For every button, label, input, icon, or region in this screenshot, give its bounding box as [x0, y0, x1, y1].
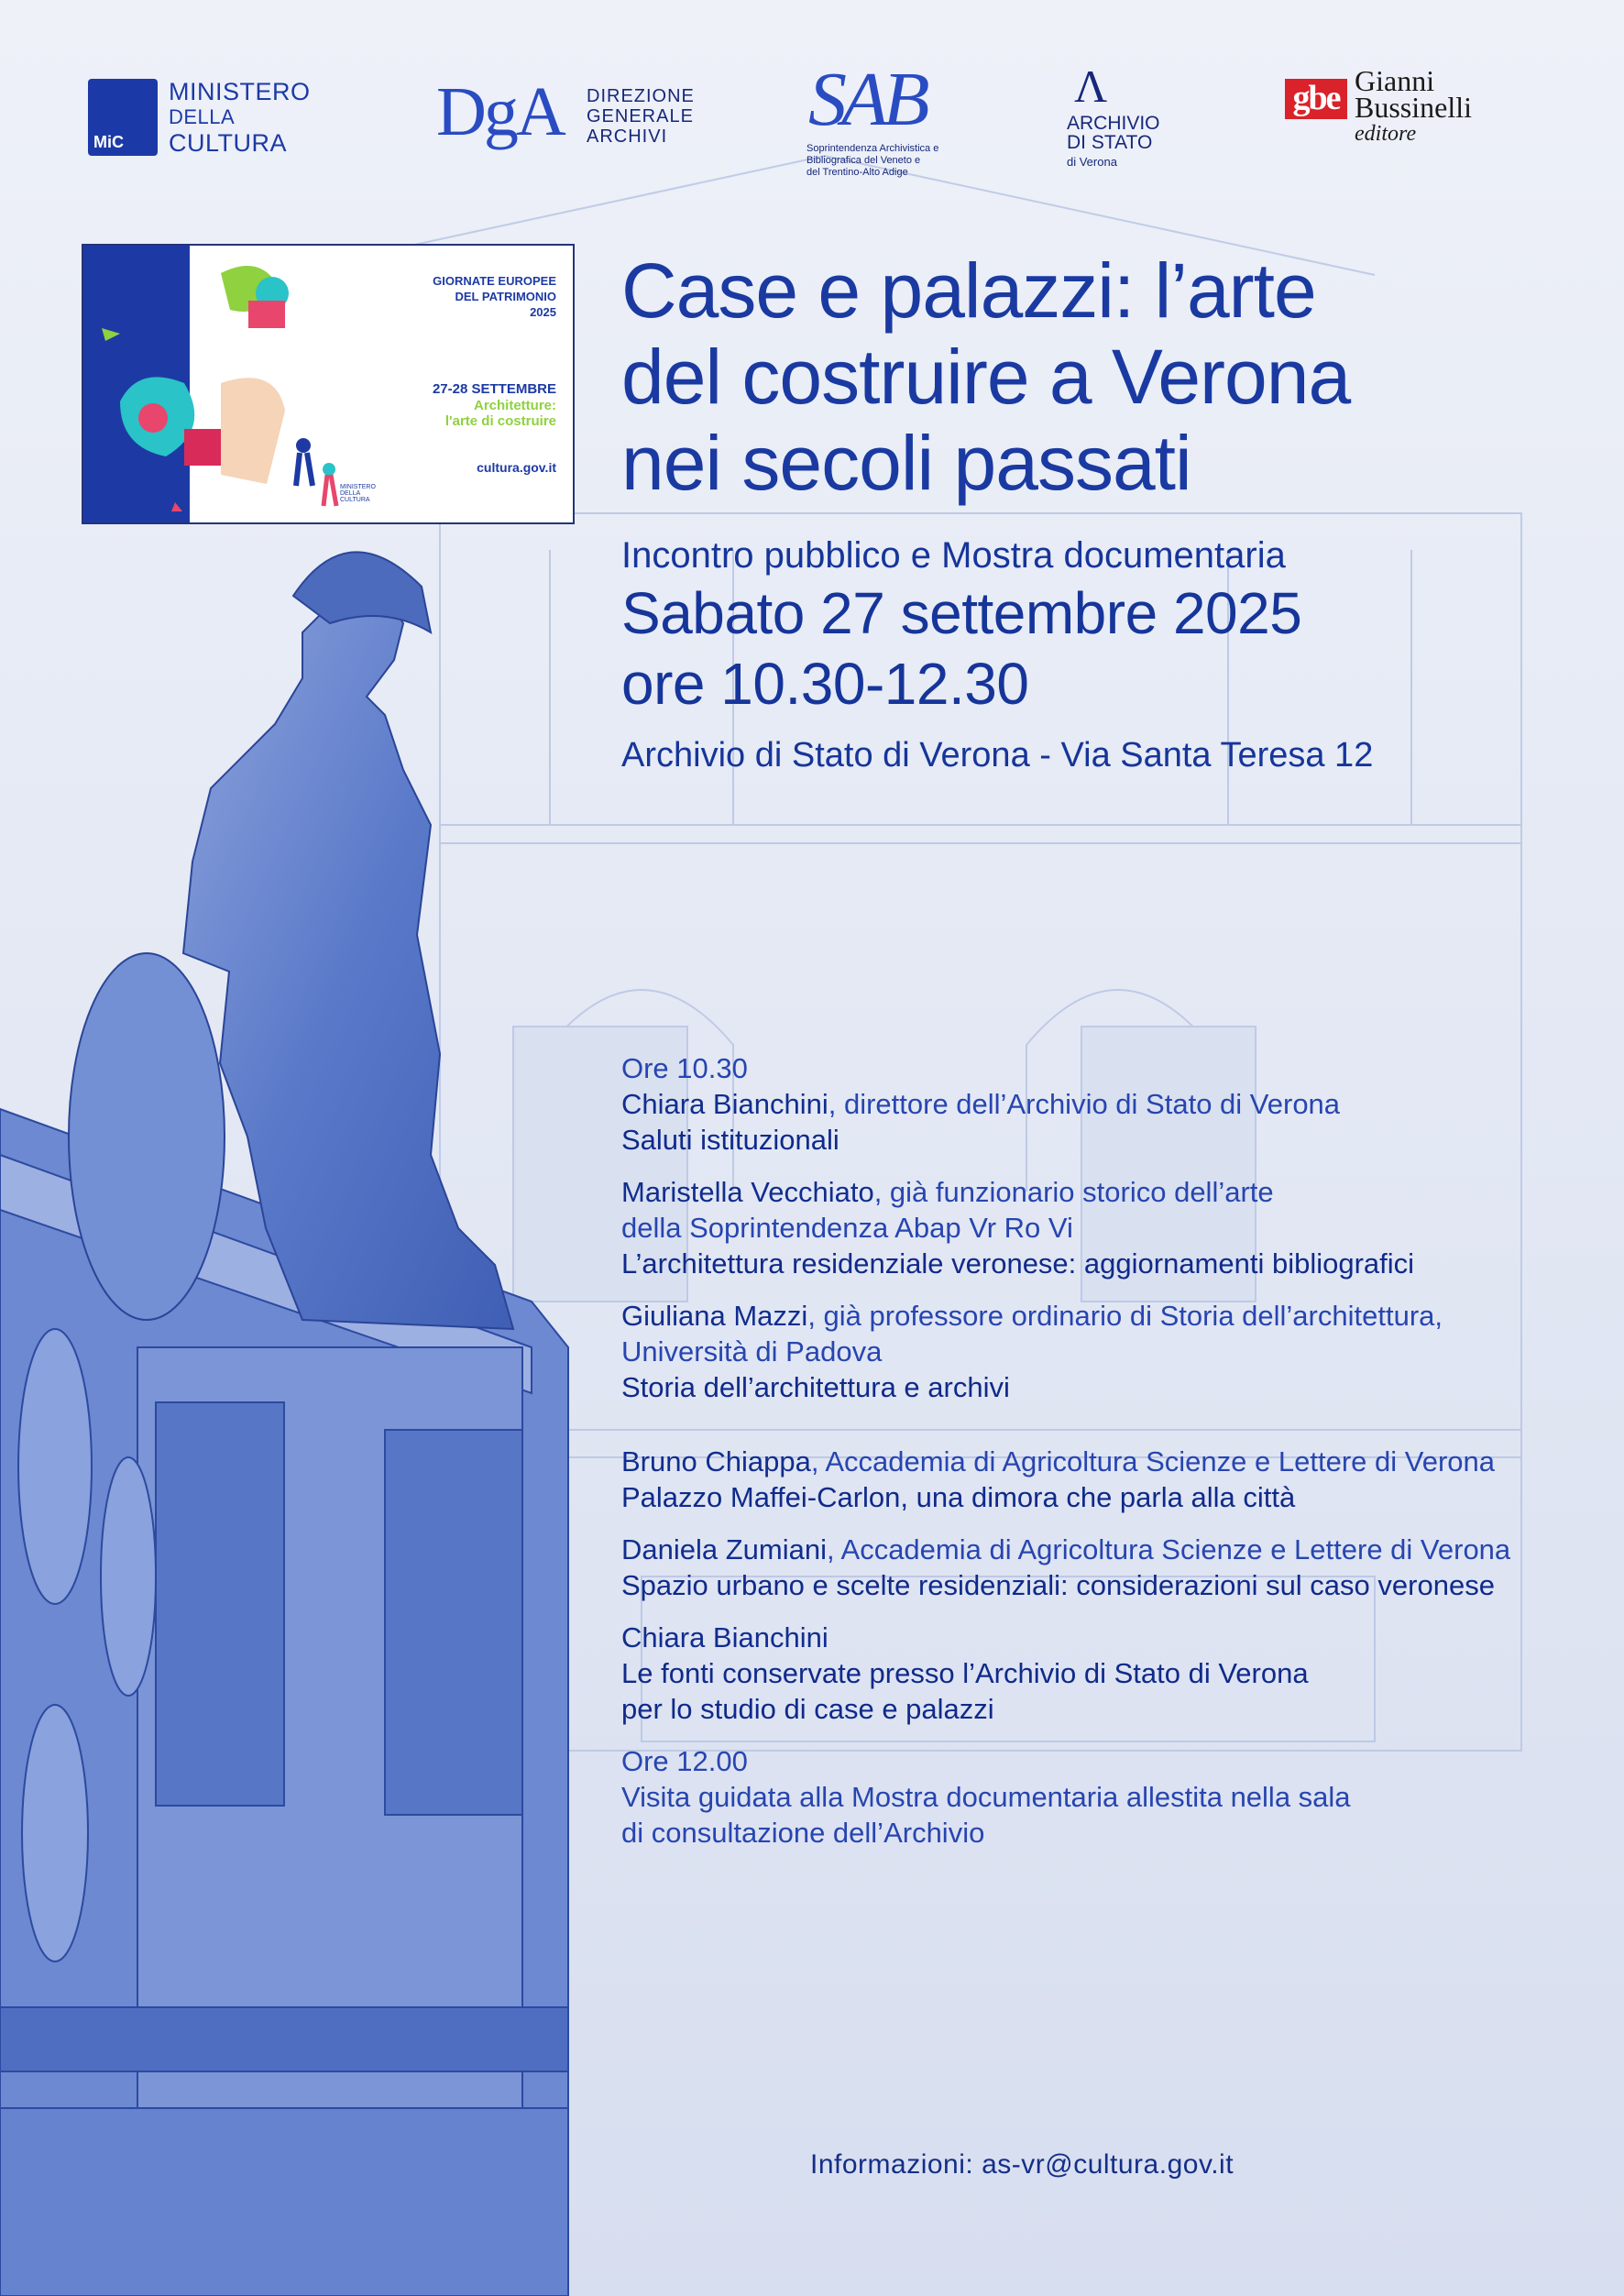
dga-line3: ARCHIVI	[587, 126, 668, 147]
event-heading	[621, 247, 1602, 775]
dga-line1: DIREZIONE	[587, 86, 695, 106]
archivio-emblem-icon: Λ	[1074, 60, 1108, 112]
mic-line1: MINISTERO	[169, 78, 311, 105]
talk-title: Le fonti conservate presso l’Archivio di Stato di Verona	[621, 1657, 1309, 1689]
speaker-role: , già funzionario storico dell’arte	[873, 1176, 1274, 1208]
asv-line1: ARCHIVIO	[1067, 113, 1160, 134]
speaker-name: Bruno Chiappa	[621, 1445, 811, 1478]
mic-emblem-icon: MiC	[88, 79, 158, 156]
banner-site: cultura.gov.it	[477, 460, 556, 475]
event-place: Archivio di Stato di Verona - Via Santa Teresa 12	[621, 736, 1374, 774]
speaker-role: Università di Padova	[621, 1335, 883, 1368]
sab-line1: Soprintendenza Archivistica e	[807, 143, 939, 154]
speaker-name: Chiara Bianchini	[621, 1621, 828, 1653]
banner-line2: DEL PATRIMONIO	[455, 290, 556, 303]
event-kind: Incontro pubblico e Mostra documentaria	[621, 535, 1286, 576]
gbe-line1: Gianni	[1355, 64, 1435, 97]
dga-mark: DgA	[436, 73, 564, 150]
talk-title: per lo studio di case e palazzi	[621, 1693, 994, 1725]
gianni-bussinelli-logo	[1285, 64, 1523, 169]
banner-illustration	[83, 246, 395, 524]
program-time-1: Ore 10.30	[621, 1052, 748, 1084]
giornate-europee-banner	[82, 244, 575, 524]
dga-logo	[436, 73, 730, 156]
banner-dates: 27-28 SETTEMBRE	[432, 381, 556, 397]
gbe-line3: editore	[1355, 122, 1417, 146]
speaker-name: Chiara Bianchini	[621, 1088, 828, 1120]
visit-description: Visita guidata alla Mostra documentaria allestita nella sala	[621, 1781, 1351, 1813]
sab-line2: Bibliografica del Veneto e	[807, 155, 921, 166]
page-title: Case e palazzi: l’arte del costruire a Verona nei secoli passati	[621, 247, 1351, 506]
logo-strip	[0, 0, 1624, 183]
sab-logo	[803, 59, 1004, 178]
event-date: Sabato 27 settembre 2025	[621, 580, 1302, 646]
sab-mark: SAB	[808, 57, 925, 142]
program-time-2: Ore 12.00	[621, 1745, 748, 1777]
speaker-role: , Accademia di Agricoltura Scienze e Lettere di Verona	[827, 1533, 1511, 1565]
banner-line1: GIORNATE EUROPEE	[433, 274, 556, 288]
speaker-name: Giuliana Mazzi	[621, 1300, 808, 1332]
talk-title: Spazio urbano e scelte residenziali: considerazioni sul caso veronese	[621, 1569, 1495, 1601]
ministero-della-cultura-logo	[88, 77, 335, 159]
archivio-di-stato-logo	[1067, 60, 1195, 180]
mic-line3: CULTURA	[169, 129, 288, 157]
speaker-name: Maristella Vecchiato	[621, 1176, 874, 1208]
speaker-role: , Accademia di Agricoltura Scienze e Lettere di Verona	[810, 1445, 1495, 1478]
speaker-name: Daniela Zumiani	[621, 1533, 827, 1565]
asv-line2: DI STATO	[1067, 132, 1153, 153]
banner-theme1: Architetture:	[473, 398, 556, 413]
sab-line3: del Trentino-Alto Adige	[807, 167, 908, 178]
event-time: ore 10.30-12.30	[621, 651, 1029, 717]
speaker-role: , già professore ordinario di Storia dell’architettura,	[807, 1300, 1443, 1332]
dga-line2: GENERALE	[587, 106, 694, 126]
gbe-line2: Bussinelli	[1355, 91, 1473, 124]
asv-line3: di Verona	[1067, 155, 1117, 169]
speaker-role: della Soprintendenza Abap Vr Ro Vi	[621, 1212, 1073, 1244]
event-program	[621, 1050, 1611, 1851]
talk-title: Storia dell’architettura e archivi	[621, 1371, 1010, 1403]
talk-title: Saluti istituzionali	[621, 1124, 839, 1156]
talk-title: Palazzo Maffei-Carlon, una dimora che parla alla città	[621, 1481, 1296, 1513]
banner-line3: 2025	[530, 305, 556, 319]
banner-mic-logo: MINISTERO DELLA CULTURA	[340, 484, 376, 503]
visit-description: di consultazione dell’Archivio	[621, 1817, 985, 1849]
gbe-mark: gbe	[1285, 79, 1347, 119]
banner-theme2: l'arte di costruire	[444, 413, 556, 429]
contact-info: Informazioni: as-vr@cultura.gov.it	[810, 2149, 1234, 2180]
mic-line2: DELLA	[169, 105, 236, 128]
speaker-role: , direttore dell’Archivio di Stato di Verona	[828, 1088, 1341, 1120]
talk-title: L’architettura residenziale veronese: aggiornamenti bibliografici	[621, 1247, 1415, 1280]
